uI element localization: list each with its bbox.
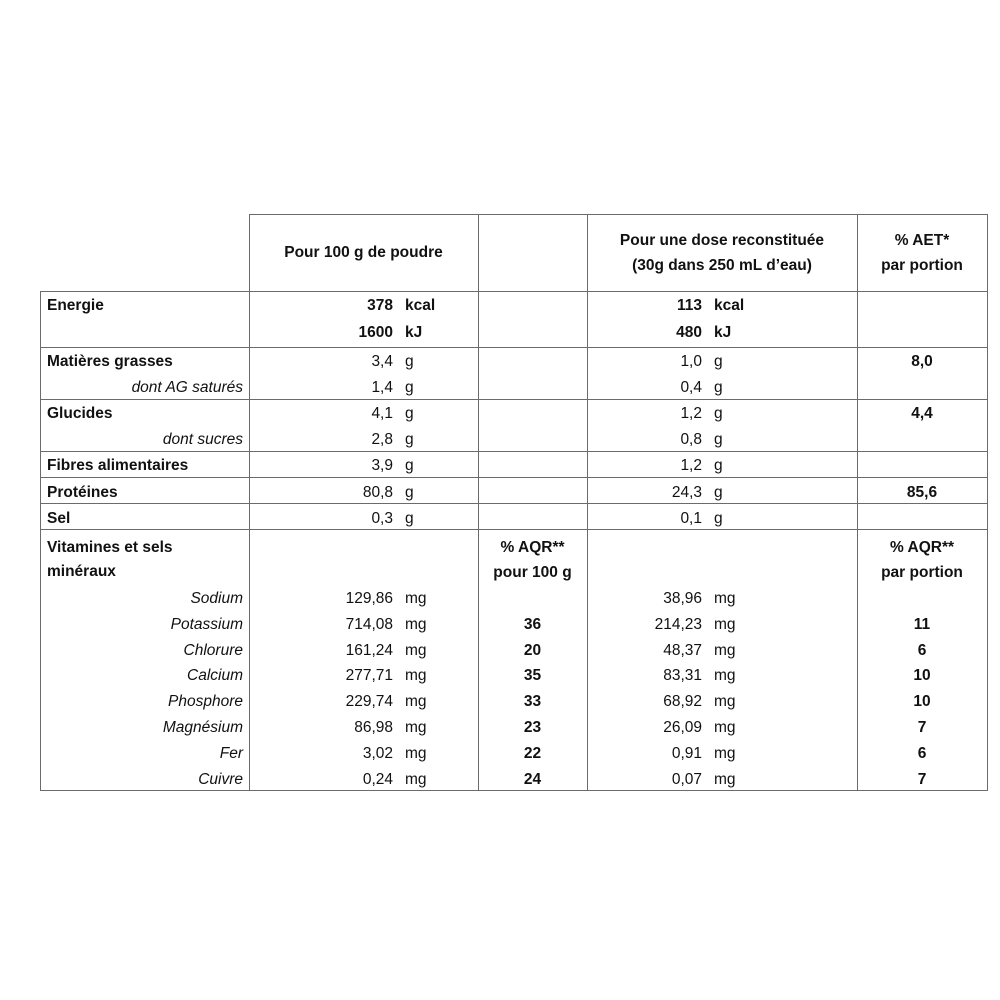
unit-per-dose: g — [714, 510, 723, 527]
aqr-100g-value: 33 — [523, 693, 542, 710]
mineral-label: Cuivre — [198, 771, 243, 788]
mineral-per-100g: 86,98 — [354, 719, 393, 736]
unit-per-100g: g — [405, 510, 414, 527]
unit-per-dose: g — [714, 353, 723, 370]
value-per-dose: 1,2 — [680, 405, 702, 422]
column-divider — [987, 214, 988, 790]
mineral-unit-dose: mg — [714, 693, 736, 710]
column-divider — [40, 291, 41, 790]
mineral-label: Sodium — [190, 590, 243, 607]
unit-per-100g: g — [405, 431, 414, 448]
value-per-dose: 0,8 — [680, 431, 702, 448]
unit-per-100g: g — [405, 353, 414, 370]
mineral-unit-dose: mg — [714, 719, 736, 736]
unit-per-100g: g — [405, 405, 414, 422]
mineral-per-100g: 161,24 — [345, 642, 393, 659]
mineral-unit-dose: mg — [714, 642, 736, 659]
row-divider — [40, 790, 988, 791]
unit-per-dose: kcal — [714, 297, 745, 314]
aqr-100g-value: 22 — [523, 745, 542, 762]
value-per-100g: 3,9 — [371, 457, 393, 474]
mineral-unit-100g: mg — [405, 667, 427, 684]
row-divider — [40, 347, 988, 348]
header-aet-portion: par portion — [881, 257, 963, 274]
unit-per-dose: g — [714, 405, 723, 422]
unit-per-dose: g — [714, 484, 723, 501]
value-per-100g: 2,8 — [371, 431, 393, 448]
unit-per-dose: g — [714, 457, 723, 474]
mineral-per-dose: 68,92 — [663, 693, 702, 710]
aqr-portion-value: 11 — [913, 616, 931, 633]
value-per-100g: 378 — [367, 297, 393, 314]
mineral-per-dose: 0,07 — [671, 771, 702, 788]
row-label: Glucides — [47, 405, 113, 422]
aet-value: 85,6 — [906, 484, 938, 501]
mineral-label: Magnésium — [162, 719, 243, 736]
mineral-per-100g: 229,74 — [345, 693, 393, 710]
mineral-per-dose: 83,31 — [663, 667, 702, 684]
row-divider — [40, 291, 988, 292]
mineral-label: Chlorure — [183, 642, 243, 659]
row-divider — [40, 399, 988, 400]
mineral-unit-dose: mg — [714, 667, 736, 684]
mineral-unit-100g: mg — [405, 745, 427, 762]
aqr-portion-header-2: par portion — [881, 564, 963, 581]
aqr-portion-value: 6 — [917, 642, 927, 659]
mineral-per-dose: 38,96 — [663, 590, 702, 607]
mineral-unit-dose: mg — [714, 771, 736, 788]
row-label: dont AG saturés — [131, 379, 243, 396]
mineral-label: Calcium — [187, 667, 243, 684]
value-per-dose: 24,3 — [671, 484, 702, 501]
aqr-100g-value: 36 — [523, 616, 542, 633]
vitamins-label-2: minéraux — [47, 563, 116, 580]
unit-per-100g: g — [405, 484, 414, 501]
mineral-unit-dose: mg — [714, 745, 736, 762]
row-divider — [40, 529, 988, 530]
mineral-unit-dose: mg — [714, 616, 736, 633]
value-per-100g: 4,1 — [371, 405, 393, 422]
mineral-unit-100g: mg — [405, 771, 427, 788]
mineral-per-dose: 26,09 — [663, 719, 702, 736]
aqr-100g-header: % AQR** — [500, 539, 565, 556]
aqr-100g-value: 24 — [523, 771, 542, 788]
row-label: Fibres alimentaires — [47, 457, 189, 474]
value-per-100g: 1,4 — [371, 379, 393, 396]
header-per-100g: Pour 100 g de poudre — [284, 244, 443, 261]
unit-per-dose: g — [714, 431, 723, 448]
mineral-unit-100g: mg — [405, 590, 427, 607]
header-per-dose-detail: (30g dans 250 mL d’eau) — [632, 257, 812, 274]
mineral-label: Phosphore — [168, 693, 243, 710]
mineral-per-100g: 277,71 — [345, 667, 393, 684]
mineral-unit-100g: mg — [405, 693, 427, 710]
aqr-portion-value: 6 — [917, 745, 927, 762]
unit-per-100g: kJ — [405, 324, 423, 341]
unit-per-dose: g — [714, 379, 723, 396]
aqr-portion-value: 7 — [917, 719, 927, 736]
value-per-100g: 1600 — [358, 324, 393, 341]
mineral-label: Potassium — [170, 616, 243, 633]
row-label: Sel — [47, 510, 71, 527]
aqr-100g-value: 20 — [523, 642, 542, 659]
vitamins-label: Vitamines et sels — [47, 539, 173, 556]
row-divider — [40, 451, 988, 452]
value-per-dose: 1,2 — [680, 457, 702, 474]
unit-per-dose: kJ — [714, 324, 732, 341]
aqr-100g-value: 35 — [523, 667, 542, 684]
mineral-per-dose: 214,23 — [654, 616, 702, 633]
aet-value: 8,0 — [911, 353, 933, 370]
aqr-portion-header: % AQR** — [889, 539, 955, 556]
mineral-per-dose: 48,37 — [663, 642, 702, 659]
header-per-dose: Pour une dose reconstituée — [619, 232, 825, 249]
mineral-unit-100g: mg — [405, 642, 427, 659]
aqr-portion-value: 10 — [913, 667, 931, 684]
mineral-per-100g: 714,08 — [345, 616, 393, 633]
value-per-dose: 1,0 — [680, 353, 702, 370]
value-per-100g: 3,4 — [371, 353, 393, 370]
mineral-unit-100g: mg — [405, 616, 427, 633]
aqr-portion-value: 10 — [913, 693, 931, 710]
row-label: dont sucres — [162, 431, 243, 448]
value-per-dose: 480 — [676, 324, 702, 341]
unit-per-100g: g — [405, 457, 414, 474]
value-per-100g: 0,3 — [371, 510, 393, 527]
mineral-per-100g: 3,02 — [362, 745, 393, 762]
row-label: Energie — [47, 297, 104, 314]
aqr-100g-value: 23 — [523, 719, 542, 736]
unit-per-100g: g — [405, 379, 414, 396]
row-label: Protéines — [47, 484, 118, 501]
unit-per-100g: kcal — [405, 297, 436, 314]
mineral-unit-100g: mg — [405, 719, 427, 736]
header-aet: % AET* — [894, 232, 950, 249]
value-per-dose: 113 — [676, 297, 702, 314]
mineral-per-dose: 0,91 — [671, 745, 702, 762]
row-divider — [40, 503, 988, 504]
aet-value: 4,4 — [911, 405, 933, 422]
row-label: Matières grasses — [47, 353, 173, 370]
mineral-label: Fer — [219, 745, 243, 762]
mineral-per-100g: 129,86 — [345, 590, 393, 607]
aqr-portion-value: 7 — [917, 771, 927, 788]
value-per-dose: 0,4 — [680, 379, 702, 396]
mineral-per-100g: 0,24 — [362, 771, 393, 788]
mineral-unit-dose: mg — [714, 590, 736, 607]
aqr-100g-header-2: pour 100 g — [493, 564, 572, 581]
value-per-100g: 80,8 — [362, 484, 393, 501]
value-per-dose: 0,1 — [680, 510, 702, 527]
row-divider — [249, 214, 988, 215]
row-divider — [40, 477, 988, 478]
